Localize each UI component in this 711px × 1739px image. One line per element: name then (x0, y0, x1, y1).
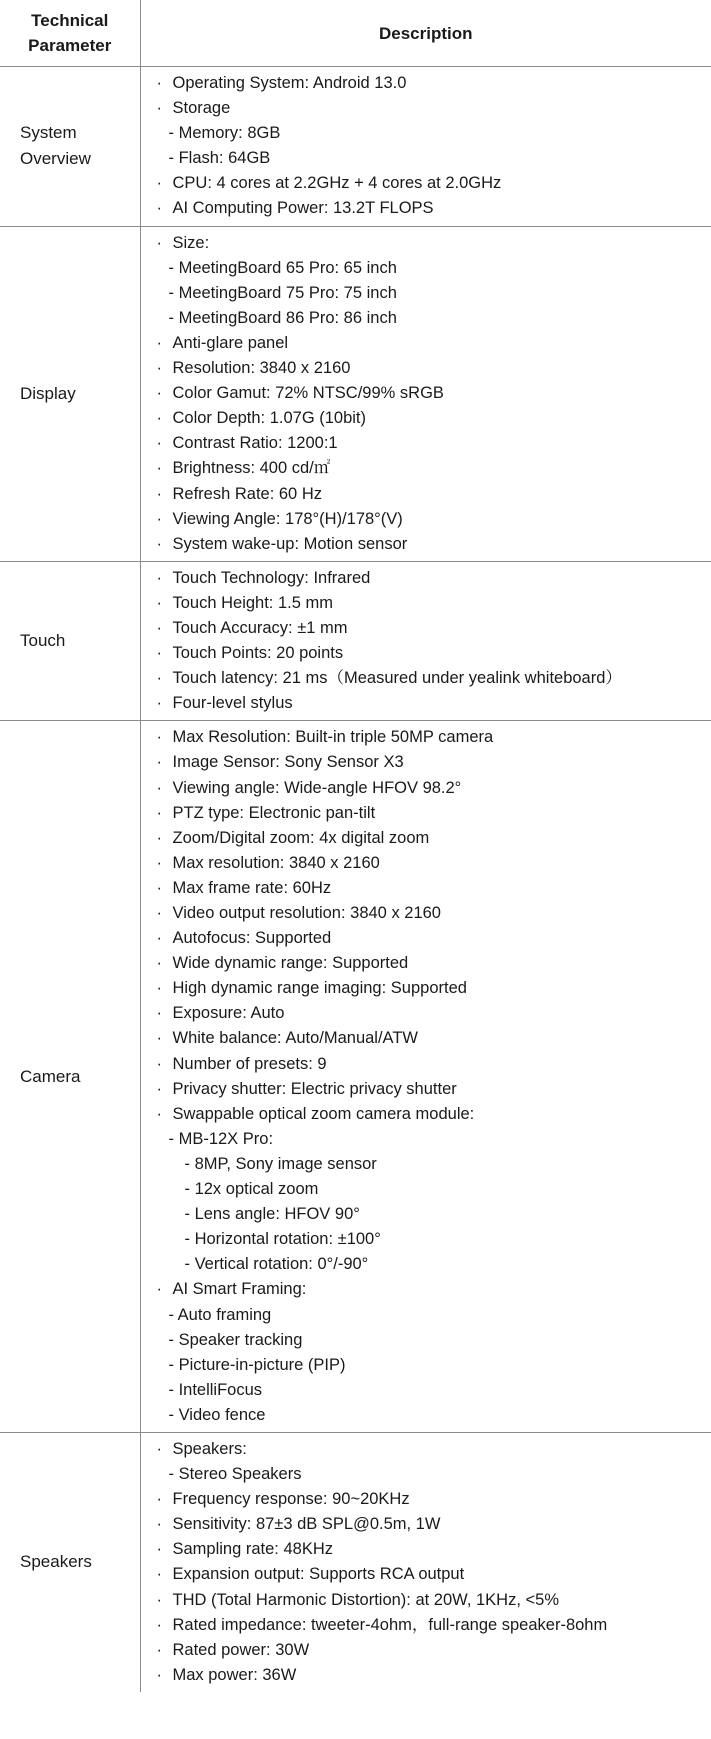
section-name-line: Speakers (20, 1552, 92, 1572)
bullet-icon: · (156, 233, 162, 252)
spec-item (141, 801, 711, 826)
spec-item-text: Touch latency: 21 ms（Measured under yealink whiteboard） (172, 669, 622, 688)
bullet-icon: · (156, 434, 162, 453)
spec-item-text: Rated power: 30W (172, 1640, 310, 1659)
bullet-icon: · (156, 568, 162, 587)
spec-item (141, 926, 711, 951)
spec-item (141, 1537, 711, 1562)
spec-item-text: - Memory: 8GB (168, 124, 281, 143)
bullet-icon: · (156, 99, 162, 118)
section-row (0, 67, 711, 227)
section-description (140, 1432, 711, 1691)
spec-item (141, 1512, 711, 1537)
spec-item (141, 71, 711, 96)
spec-item (141, 281, 711, 306)
section-name-line: Touch (20, 631, 66, 651)
bullet-icon: · (156, 929, 162, 948)
bullet-icon: · (156, 1079, 162, 1098)
spec-item-text: - 12x optical zoom (184, 1180, 319, 1199)
bullet-icon: · (156, 778, 162, 797)
spec-item-text: Refresh Rate: 60 Hz (172, 484, 322, 503)
spec-item (141, 1102, 711, 1127)
section-description (140, 721, 711, 1433)
bullet-icon: · (156, 1515, 162, 1534)
spec-item-text: - Lens angle: HFOV 90° (184, 1205, 360, 1224)
bullet-icon: · (156, 174, 162, 193)
section-description (140, 226, 711, 561)
section-name-line: Display (20, 383, 76, 403)
spec-item (141, 1562, 711, 1587)
spec-item-text: PTZ type: Electronic pan-tilt (172, 803, 376, 822)
bullet-icon: · (156, 1640, 162, 1659)
spec-item-text: - MeetingBoard 75 Pro: 75 inch (168, 283, 397, 302)
section-row (0, 226, 711, 561)
spec-item-text: Autofocus: Supported (172, 929, 332, 948)
spec-item-text: Number of presets: 9 (172, 1054, 327, 1073)
bullet-icon: · (156, 74, 162, 92)
spec-item (141, 121, 711, 146)
spec-item-text: Zoom/Digital zoom: 4x digital zoom (172, 828, 430, 847)
spec-body (0, 67, 711, 1692)
bullet-icon: · (156, 1104, 162, 1123)
spec-item-text: - MeetingBoard 65 Pro: 65 inch (168, 258, 397, 277)
bullet-icon: · (156, 1029, 162, 1048)
spec-item (141, 691, 711, 716)
spec-item-text: - MB-12X Pro: (168, 1129, 274, 1148)
bullet-icon: · (156, 409, 162, 428)
bullet-icon: · (156, 1590, 162, 1609)
spec-item (141, 381, 711, 406)
spec-item-text: - Video fence (168, 1405, 266, 1424)
spec-item (141, 1487, 711, 1512)
spec-item (141, 566, 711, 591)
section-name (0, 561, 140, 721)
spec-item-text: Color Depth: 1.07G (10bit) (172, 409, 367, 428)
spec-item (141, 1613, 711, 1638)
spec-item (141, 1152, 711, 1177)
section-name (0, 67, 140, 227)
spec-item (141, 1303, 711, 1328)
spec-item-text: THD (Total Harmonic Distortion): at 20W, 1KHz, <5% (172, 1590, 559, 1609)
section-description (140, 67, 711, 227)
spec-item-text: Touch Accuracy: ±1 mm (172, 618, 348, 637)
spec-item (141, 482, 711, 507)
section-row (0, 561, 711, 721)
bullet-icon: · (156, 1280, 162, 1299)
spec-item-text: Viewing Angle: 178°(H)/178°(V) (172, 509, 403, 528)
bullet-icon: · (156, 484, 162, 503)
bullet-icon: · (156, 509, 162, 528)
spec-item-text: System wake-up: Motion sensor (172, 534, 408, 553)
spec-item (141, 1353, 711, 1378)
spec-item (141, 851, 711, 876)
bullet-icon: · (156, 1004, 162, 1023)
bullet-icon: · (156, 694, 162, 713)
spec-item (141, 1252, 711, 1277)
header-description: Description (140, 0, 711, 67)
header-param-line2: Parameter (28, 36, 112, 55)
spec-item (141, 1127, 711, 1152)
bullet-icon: · (156, 593, 162, 612)
spec-item-text: Rated impedance: tweeter-4ohm，full-range speaker-8ohm (172, 1615, 608, 1634)
spec-item-text: Max power: 36W (172, 1665, 297, 1684)
header-row (0, 0, 711, 67)
bullet-icon: · (156, 534, 162, 553)
section-description (140, 561, 711, 721)
section-name-line: System (20, 123, 77, 143)
spec-item-text: Exposure: Auto (172, 1004, 285, 1023)
spec-item-text: Touch Height: 1.5 mm (172, 593, 333, 612)
bullet-icon: · (156, 1490, 162, 1509)
spec-item-text: CPU: 4 cores at 2.2GHz + 4 cores at 2.0GHz (172, 174, 502, 193)
bullet-icon: · (156, 199, 162, 218)
spec-item-text: Four-level stylus (172, 694, 293, 713)
spec-item-text: - Vertical rotation: 0°/-90° (184, 1255, 369, 1274)
bullet-icon: · (156, 333, 162, 352)
spec-item (141, 171, 711, 196)
spec-item (141, 1588, 711, 1613)
spec-item-text: Resolution: 3840 x 2160 (172, 359, 351, 378)
spec-item (141, 406, 711, 431)
bullet-icon: · (156, 384, 162, 403)
spec-item (141, 1202, 711, 1227)
spec-item-text: Size: (172, 233, 210, 252)
spec-item (141, 725, 711, 750)
spec-item (141, 750, 711, 775)
spec-item-text: Anti-glare panel (172, 333, 289, 352)
bullet-icon: · (156, 1054, 162, 1073)
spec-item-text: Operating System: Android 13.0 (172, 74, 407, 92)
spec-item (141, 666, 711, 691)
spec-item (141, 1052, 711, 1077)
spec-item-text: - Picture-in-picture (PIP) (168, 1355, 346, 1374)
bullet-icon: · (156, 669, 162, 688)
bullet-icon: · (156, 753, 162, 772)
spec-item-text: - Flash: 64GB (168, 149, 271, 168)
spec-item-text: Swappable optical zoom camera module: (172, 1104, 475, 1123)
spec-item-text: Viewing angle: Wide-angle HFOV 98.2° (172, 778, 462, 797)
spec-item (141, 1077, 711, 1102)
spec-item-text: Touch Technology: Infrared (172, 568, 371, 587)
spec-item-text: Max frame rate: 60Hz (172, 878, 332, 897)
spec-item (141, 1277, 711, 1302)
spec-item (141, 231, 711, 256)
spec-item-text: Wide dynamic range: Supported (172, 954, 409, 973)
spec-item (141, 1663, 711, 1688)
spec-item-text: Contrast Ratio: 1200:1 (172, 434, 338, 453)
spec-item (141, 1437, 711, 1462)
spec-item (141, 1328, 711, 1353)
bullet-icon: · (156, 853, 162, 872)
spec-item-text: - 8MP, Sony image sensor (184, 1154, 377, 1173)
spec-item (141, 146, 711, 171)
bullet-icon: · (156, 979, 162, 998)
spec-item-text: Touch Points: 20 points (172, 644, 344, 663)
spec-item-text: Frequency response: 90~20KHz (172, 1490, 410, 1509)
spec-item (141, 331, 711, 356)
bullet-icon: · (156, 828, 162, 847)
section-name (0, 226, 140, 561)
spec-item (141, 532, 711, 557)
spec-item (141, 876, 711, 901)
spec-item (141, 431, 711, 456)
spec-item (141, 1378, 711, 1403)
spec-item-text: White balance: Auto/Manual/ATW (172, 1029, 418, 1048)
bullet-icon: · (156, 1540, 162, 1559)
bullet-icon: · (156, 359, 162, 378)
bullet-icon: · (156, 1439, 162, 1458)
spec-item-text: Privacy shutter: Electric privacy shutter (172, 1079, 457, 1098)
spec-item-text: Brightness: 400 cd/㎡ (172, 459, 331, 478)
spec-item-text: Expansion output: Supports RCA output (172, 1565, 465, 1584)
spec-item (141, 951, 711, 976)
spec-item-text: Storage (172, 99, 231, 118)
header-param (0, 0, 140, 67)
spec-item (141, 1403, 711, 1428)
spec-item (141, 641, 711, 666)
spec-item-text: High dynamic range imaging: Supported (172, 979, 467, 998)
section-row (0, 1432, 711, 1691)
header-param-line1: Technical (31, 11, 109, 30)
bullet-icon: · (156, 1615, 162, 1634)
spec-item (141, 776, 711, 801)
spec-item-text: - MeetingBoard 86 Pro: 86 inch (168, 308, 397, 327)
bullet-icon: · (156, 618, 162, 637)
spec-item (141, 507, 711, 532)
spec-item-text: Max resolution: 3840 x 2160 (172, 853, 380, 872)
spec-item (141, 196, 711, 221)
section-name (0, 721, 140, 1433)
spec-item-text: Video output resolution: 3840 x 2160 (172, 904, 441, 922)
spec-item-text: Sampling rate: 48KHz (172, 1540, 333, 1559)
spec-item (141, 591, 711, 616)
spec-item (141, 256, 711, 281)
spec-item (141, 306, 711, 331)
spec-item (141, 1462, 711, 1487)
spec-item (141, 1638, 711, 1663)
spec-item (141, 901, 711, 926)
spec-item-text: Max Resolution: Built-in triple 50MP camera (172, 728, 494, 747)
spec-item-text: AI Computing Power: 13.2T FLOPS (172, 199, 434, 218)
section-row (0, 721, 711, 1433)
bullet-icon: · (156, 644, 162, 663)
spec-item-text: Speakers: (172, 1439, 247, 1458)
bullet-icon: · (156, 1665, 162, 1684)
spec-item (141, 616, 711, 641)
spec-item (141, 96, 711, 121)
spec-item-text: Image Sensor: Sony Sensor X3 (172, 753, 404, 772)
spec-item-text: - Auto framing (168, 1305, 272, 1324)
section-name-line: Overview (20, 149, 91, 169)
bullet-icon: · (156, 954, 162, 973)
spec-item-text: - Speaker tracking (168, 1330, 303, 1349)
spec-item-text: Sensitivity: 87±3 dB SPL@0.5m, 1W (172, 1515, 441, 1534)
spec-item (141, 1227, 711, 1252)
spec-item (141, 356, 711, 381)
spec-item (141, 826, 711, 851)
spec-item-text: AI Smart Framing: (172, 1280, 307, 1299)
bullet-icon: · (156, 878, 162, 897)
bullet-icon: · (156, 459, 162, 478)
bullet-icon: · (156, 803, 162, 822)
spec-item (141, 976, 711, 1001)
spec-item (141, 456, 711, 481)
spec-item-text: - Horizontal rotation: ±100° (184, 1230, 381, 1249)
spec-item (141, 1026, 711, 1051)
section-name (0, 1432, 140, 1691)
bullet-icon: · (156, 728, 162, 747)
spec-item-text: - Stereo Speakers (168, 1465, 302, 1484)
section-name-line: Camera (20, 1066, 81, 1086)
bullet-icon: · (156, 904, 162, 922)
spec-item (141, 1001, 711, 1026)
spec-item-text: - IntelliFocus (168, 1380, 263, 1399)
bullet-icon: · (156, 1565, 162, 1584)
spec-item (141, 1177, 711, 1202)
spec-item-text: Color Gamut: 72% NTSC/99% sRGB (172, 384, 444, 403)
